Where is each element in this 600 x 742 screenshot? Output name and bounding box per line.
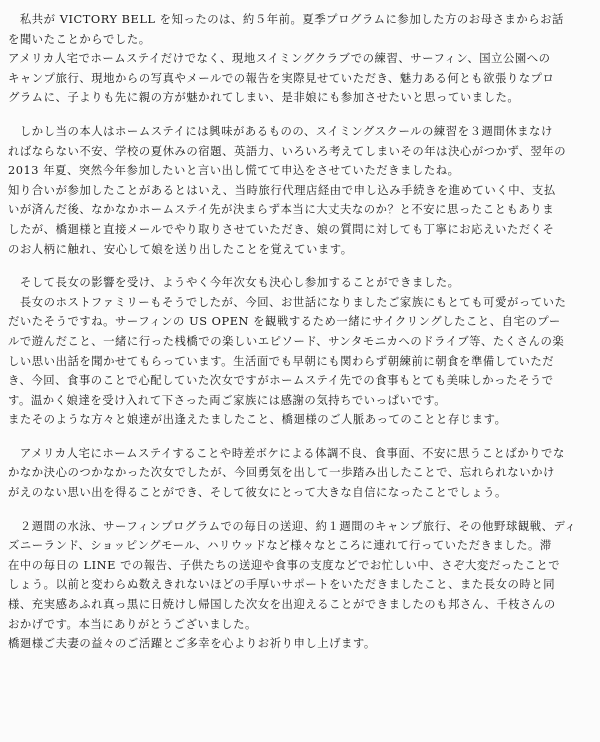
text-line: キャンプ旅行、現地からの写真やメールでの報告を実際見せていただき、魅力ある何とも欲張りなプロ (8, 70, 555, 85)
text-line: いが済んだ後、なかなかホームステイ先が決まらず本当に大丈夫なのか？と不安に思ったこともありま (8, 202, 555, 217)
text-line: き、今回、食事のことで心配していた次女ですがホームステイ先での食事もとても美味しかったそうで (8, 373, 554, 388)
text-line: ればならない不安、学校の夏休みの宿題、英語力、いろいろ考えてしまいその年は決心がつかず、翌年の (8, 143, 567, 158)
letter-body (8, 10, 592, 654)
text-line: 様、充実感あふれ真っ黒に日焼けし帰国した次女を出迎えることができましたのも邦さん、千枝さんの (8, 597, 556, 612)
paragraph-4 (8, 444, 592, 503)
text-line: を聞いたことからでした。 (8, 31, 151, 46)
text-line: 私共が VICTORY BELL を知ったのは、約５年前。夏季プログラムに参加した方のお母さまからお話 (8, 12, 564, 26)
text-line: アメリカ人宅でホームステイだけでなく、現地スイミングクラブでの練習、サーフィン、国立公園への (8, 51, 551, 66)
text-line: のお人柄に触れ、安心して娘を送り出したことを覚えています。 (8, 241, 353, 256)
text-line: アメリカ人宅にホームステイすることや時差ボケによる体調不良、食事面、不安に思うことばかりでな (8, 445, 565, 460)
text-line: ２週間の水泳、サーフィンプログラムでの毎日の送迎、約１週間のキャンプ旅行、その他野球観戦、ディ (8, 518, 577, 533)
paragraph-3 (8, 273, 592, 430)
text-line: そして長女の影響を受け、ようやく今年次女も決心し参加することができました。 (8, 275, 460, 290)
paragraph-gap (8, 108, 592, 122)
text-line: したが、橋廻様と直接メールでやり取りさせていただき、娘の質問に対しても丁寧にお応えいただくそ (8, 221, 555, 236)
text-line: 知り合いが参加したことがあるとはいえ、当時旅行代理店経由で申し込み手続きを進めていく中、支払 (8, 182, 556, 197)
text-line: しかし当の本人はホームステイには興味があるものの、スイミングスクールの練習を３週間休まなけ (8, 123, 553, 138)
text-line: 在中の毎日の LINE での報告、子供たちの送迎や食事の支度などでお忙しい中、さぞ大変だったことで (8, 557, 561, 572)
text-line: またそのような方々と娘達が出逢えたましたこと、橋廻様のご人脈あってのことと存じます。 (8, 412, 507, 427)
text-line: しい思い出話を聞かせてもらっています。生活面でも早朝にも関わらず朝練前に朝食を準備していただ (8, 353, 555, 368)
paragraph-5 (8, 517, 592, 654)
text-line: ルで遊んだこと、一緒に行った桟橋での楽しいエピソード、サンタモニカへのドライブ等、たくさんの楽 (8, 333, 565, 348)
paragraph-1 (8, 10, 592, 108)
text-line: グラムに、子よりも先に親の方が魅かれてしまい、是非娘にも参加させたいと思っていました。 (8, 90, 520, 105)
text-line: かなか決心のつかなかった次女でしたが、今回勇気を出して一歩踏み出したことで、忘れられないかけ (8, 465, 555, 480)
text-line: おかげです。本当にありがとうございました。 (8, 616, 257, 631)
paragraph-2 (8, 122, 592, 259)
text-line: 橋廻様ご夫妻の益々のご活躍とご多幸を心よりお祈り申し上げます。 (8, 636, 376, 651)
text-line: す。温かく娘達を受け入れて下さった両ご家族には感謝の気持ちでいっぱいです。 (8, 392, 447, 407)
text-line: がえのない思い出を得ることができ、そして彼女にとって大きな自信になったことでしょう。 (8, 485, 507, 500)
text-line: 2013 年夏、突然今年参加したいと言い出し慌てて申込をさせていただきましたね。 (8, 163, 460, 178)
paragraph-gap (8, 503, 592, 517)
paragraph-gap (8, 259, 592, 273)
text-line: ズニーランド、ショッピングモール、ハリウッドなど様々なところに連れて行っていただきました。滞 (8, 538, 552, 553)
text-line: しょう。以前と変わらぬ数えきれないほどの手厚いサポートをいただきましたこと、また長女の時と同 (8, 577, 556, 592)
paragraph-gap (8, 430, 592, 444)
text-line: 長女のホストファミリーもそうでしたが、今回、お世話になりましたご家族にもとても可愛がっていた (8, 294, 567, 309)
text-line: だいたそうですね。サーフィンの US OPEN を観戦するため一緒にサイクリングしたこと、自宅のプー (8, 314, 561, 329)
